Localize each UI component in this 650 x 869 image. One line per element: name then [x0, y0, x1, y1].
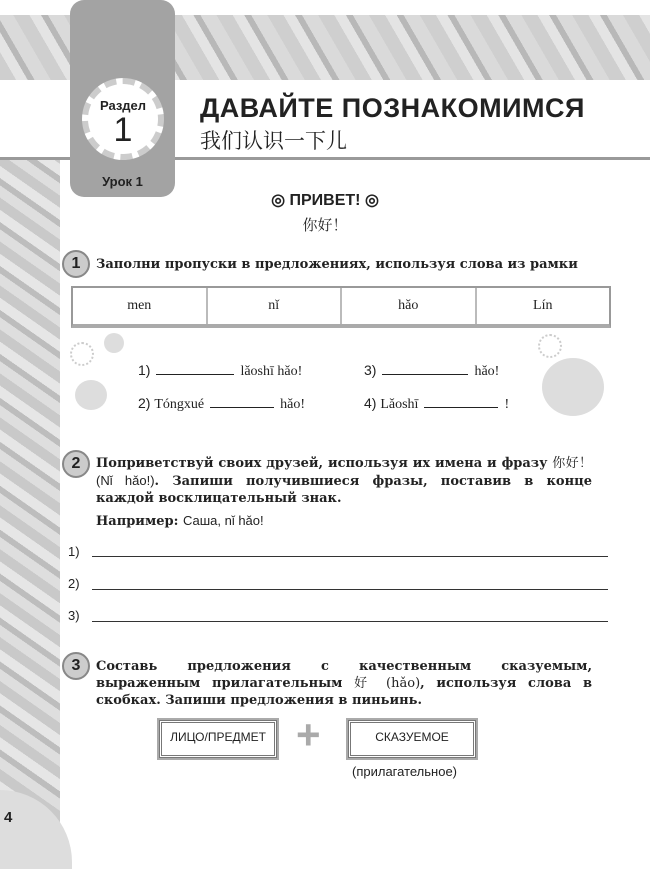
exercise-item: 2) Tóngxué hǎo!: [138, 395, 305, 412]
section-label: Раздел: [99, 98, 147, 113]
answer-blank[interactable]: [382, 362, 468, 375]
word: nǐ: [208, 288, 343, 324]
exercise-item: 4) Lǎoshī !: [364, 395, 510, 412]
flower-decoration: [542, 358, 604, 416]
word: Lín: [533, 298, 553, 313]
page-title: ДАВАЙТЕ ПОЗНАКОМИМСЯ: [200, 93, 585, 123]
answer-blank[interactable]: [156, 362, 234, 375]
line-number: 3): [68, 608, 80, 623]
exercise-item: 3) hǎo!: [364, 362, 500, 379]
line-number: 1): [68, 544, 80, 559]
flower-decoration: [75, 380, 107, 410]
page-title-cn: 我们认识一下儿: [200, 129, 347, 153]
line-number: 2): [68, 576, 80, 591]
answer-blank[interactable]: [210, 395, 274, 408]
task-number: 1: [62, 250, 90, 278]
task-number: 2: [62, 450, 90, 478]
lesson-title-text: ПРИВЕТ!: [289, 192, 361, 209]
section-number: 1: [113, 111, 133, 149]
predicate-box: СКАЗУЕМОЕ: [348, 720, 476, 758]
lesson-label: Урок 1: [102, 174, 143, 189]
dots-decoration: [538, 334, 562, 358]
answer-line[interactable]: [92, 577, 608, 590]
answer-blank[interactable]: [424, 395, 498, 408]
word: hǎo: [342, 288, 477, 324]
subject-box: ЛИЦО/ПРЕДМЕТ: [159, 720, 277, 758]
task-number: 3: [62, 652, 90, 680]
answer-line[interactable]: [92, 609, 608, 622]
example: Например: Саша, nǐ hǎo!: [96, 513, 264, 529]
word: men: [73, 288, 208, 324]
predicate-note: (прилагательное): [352, 764, 458, 779]
task-text: Составь предложения с качественным сказуемым, выраженным прилагательным 好 (hǎo), используя слова в скобках. Запиши предложения в пиньинь.: [96, 659, 592, 708]
lesson-title: ◎ ПРИВЕТ! ◎: [271, 192, 379, 209]
plus-icon: +: [296, 711, 321, 758]
section-badge: [82, 78, 164, 160]
word-box: [71, 286, 611, 328]
task-text: Поприветствуй своих друзей, используя их имена и фразу 你好！ (Nǐ hǎo!). Запиши получившиеся фразы, поставив в конце каждой восклицательный знак.: [96, 456, 592, 506]
dots-decoration: [70, 342, 94, 366]
exercise-item: 1) lǎoshī hǎo!: [138, 362, 303, 379]
page-number: 4: [4, 809, 13, 826]
flower-decoration: [104, 333, 124, 353]
lesson-title-cn: 你好！: [302, 216, 348, 234]
page-corner-decoration: [0, 790, 72, 869]
ornament-left-strip: [0, 160, 60, 869]
task-text: Заполни пропуски в предложениях, используя слова из рамки: [96, 257, 578, 272]
answer-line[interactable]: [92, 544, 608, 557]
